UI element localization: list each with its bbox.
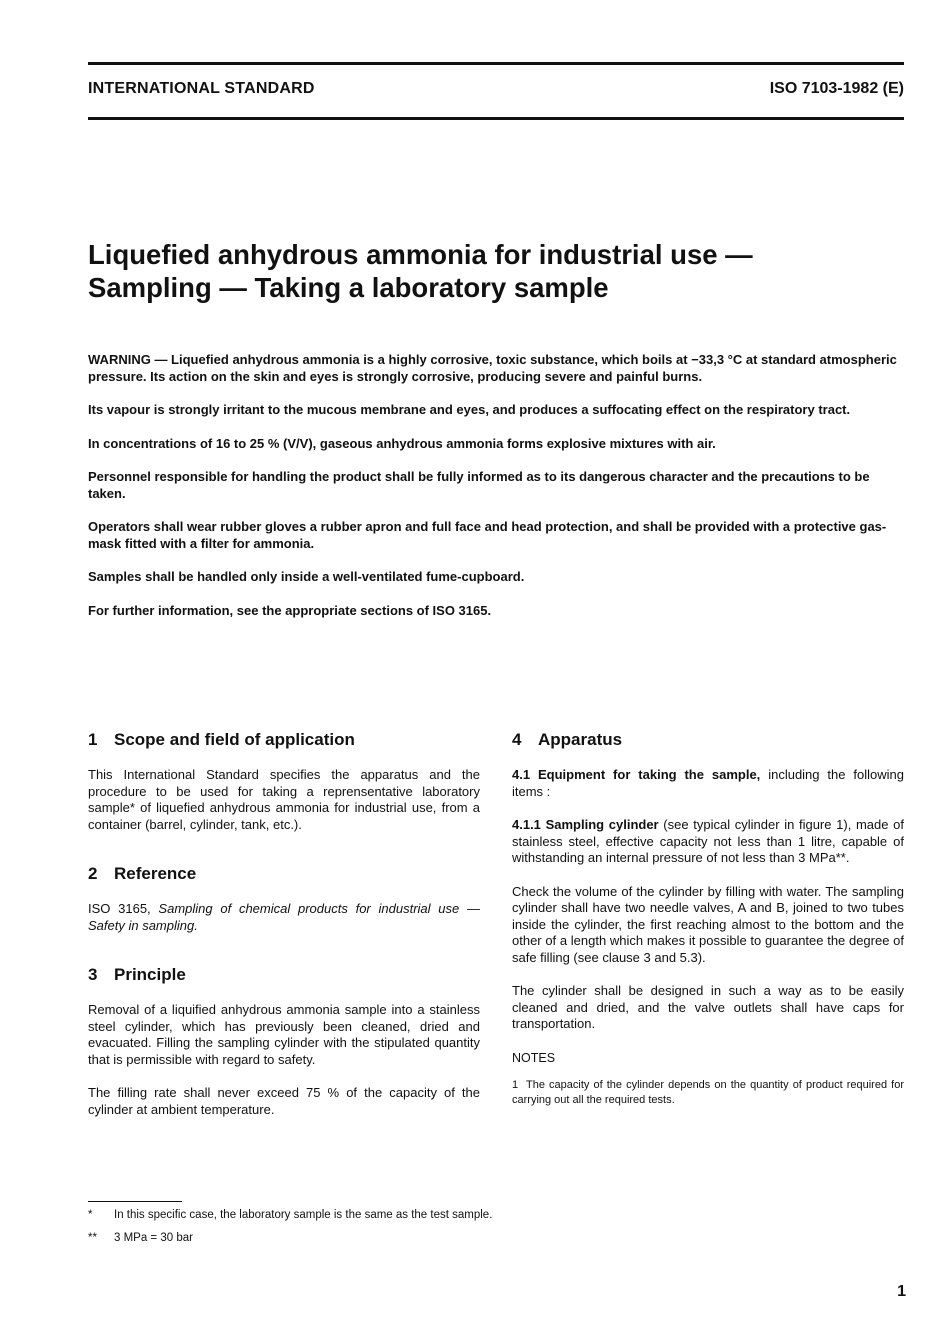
footnote-1-mark: * xyxy=(88,1209,93,1221)
footnote-2-text: 3 MPa = 30 bar xyxy=(114,1232,193,1244)
clause-4-1-1-number: 4.1.1 xyxy=(512,817,541,832)
footnote-2-mark: ** xyxy=(88,1232,97,1244)
warning-paragraph-2: Its vapour is strongly irritant to the mucous membrane and eyes, and produces a suffocating effect on the respiratory tract. xyxy=(88,402,851,417)
section-2-heading xyxy=(88,863,480,885)
left-column xyxy=(88,729,480,1135)
clause-4-1-1 xyxy=(512,817,904,867)
section-3-number: 3 xyxy=(88,965,98,984)
page-number: 1 xyxy=(897,1283,906,1300)
warning-paragraph-3: In concentrations of 16 to 25 % (V/V), gaseous anhydrous ammonia forms explosive mixtures with air. xyxy=(88,435,716,451)
footnote-1 xyxy=(88,1209,492,1221)
warning-paragraph-7: For further information, see the appropriate sections of ISO 3165. xyxy=(88,602,492,618)
clause-4-1-text: including the following items : xyxy=(512,767,904,799)
footnote-2 xyxy=(88,1232,193,1244)
reference-code: ISO 3165, xyxy=(88,901,151,916)
clause-4-1-number: 4.1 xyxy=(512,767,531,782)
title-line-1: Liquefied anhydrous ammonia for industrial use — xyxy=(88,239,753,270)
section-3-paragraph-1: Removal of a liquified anhydrous ammonia sample into a stainless steel cylinder, which has previously been cleaned, dried and evacuated. Filling the sampling cylinder with the stipulated quantity that is permissible with regard to safety. xyxy=(88,1002,480,1067)
note-1-number: 1 xyxy=(512,1079,519,1091)
section-2-number: 2 xyxy=(88,864,98,883)
warning-paragraph-4: Personnel responsible for handling the product shall be fully informed as to its dangerous character and the precautions to be taken. xyxy=(88,469,870,501)
standard-number: ISO 7103-1982 (E) xyxy=(769,80,904,97)
section-1-title: Scope and field of application xyxy=(114,730,355,749)
notes-label: NOTES xyxy=(512,1050,556,1065)
clause-4-1 xyxy=(512,767,904,800)
section-3-heading xyxy=(88,964,480,986)
footnote-1-text: In this specific case, the laboratory sample is the same as the test sample. xyxy=(114,1209,493,1221)
note-1 xyxy=(512,1078,904,1108)
section-1-heading xyxy=(88,729,480,751)
reference-title: Sampling of chemical products for industrial use — Safety in sampling. xyxy=(88,901,480,933)
clause-4-1-title: Equipment for taking the sample, xyxy=(537,767,761,782)
section-4-heading xyxy=(512,729,904,751)
section-1-body: This International Standard specifies the apparatus and the procedure to be used for taking a reprensentative laboratory sample* of liquefied anhydrous ammonia for industrial use, from a container (barrel, cylinder, tank, etc.). xyxy=(88,767,480,832)
volume-check-paragraph: Check the volume of the cylinder by filling with water. The sampling cylinder shall have two needle valves, A and B, joined to two tubes inside the cylinder, the first reaching almost to the bottom and the other of a length which makes it possible to guarantee the degree of safe filling (see clause 3 and 5.3). xyxy=(512,883,904,965)
design-paragraph: The cylinder shall be designed in such a way as to be easily cleaned and dried, and the valve outlets shall have caps for transportation. xyxy=(512,983,904,1031)
warning-paragraph-6: Samples shall be handled only inside a well-ventilated fume-cupboard. xyxy=(88,569,525,584)
header-bottom-rule xyxy=(88,117,904,120)
section-4-title: Apparatus xyxy=(538,730,623,749)
warning-paragraph-1: WARNING — Liquefied anhydrous ammonia is a highly corrosive, toxic substance, which boils at −33,3 °C at standard atmospheric pressure. Its action on the skin and eyes is strongly corrosive, producing severe and painful burns. xyxy=(88,352,897,384)
warning-block xyxy=(88,352,904,636)
warning-paragraph-5: Operators shall wear rubber gloves a rubber apron and full face and head protection, and shall be provided with a protective gas-mask fitted with a filter for ammonia. xyxy=(88,519,887,551)
title-line-2: Sampling — Taking a laboratory sample xyxy=(88,272,609,303)
clause-4-1-1-text: (see typical cylinder in figure 1), made of stainless steel, effective capacity not less than 1 litre, capable of withstanding an internal pressure of not less than 3 MPa**. xyxy=(512,817,904,865)
clause-4-1-1-title: Sampling cylinder xyxy=(545,817,659,832)
note-1-text: The capacity of the cylinder depends on the quantity of product required for carrying out all the required tests. xyxy=(512,1079,904,1106)
section-2-title: Reference xyxy=(114,864,197,883)
running-header xyxy=(88,80,904,100)
document-title xyxy=(88,238,904,304)
section-3-paragraph-2: The filling rate shall never exceed 75 % of the capacity of the cylinder at ambient temperature. xyxy=(88,1085,480,1117)
section-1-number: 1 xyxy=(88,730,98,749)
header-top-rule xyxy=(88,62,904,65)
section-2-body xyxy=(88,901,480,934)
right-column xyxy=(512,729,904,1108)
section-3-title: Principle xyxy=(114,965,186,984)
footnote-rule xyxy=(88,1201,182,1202)
section-4-number: 4 xyxy=(512,730,522,749)
document-type: INTERNATIONAL STANDARD xyxy=(88,80,315,97)
